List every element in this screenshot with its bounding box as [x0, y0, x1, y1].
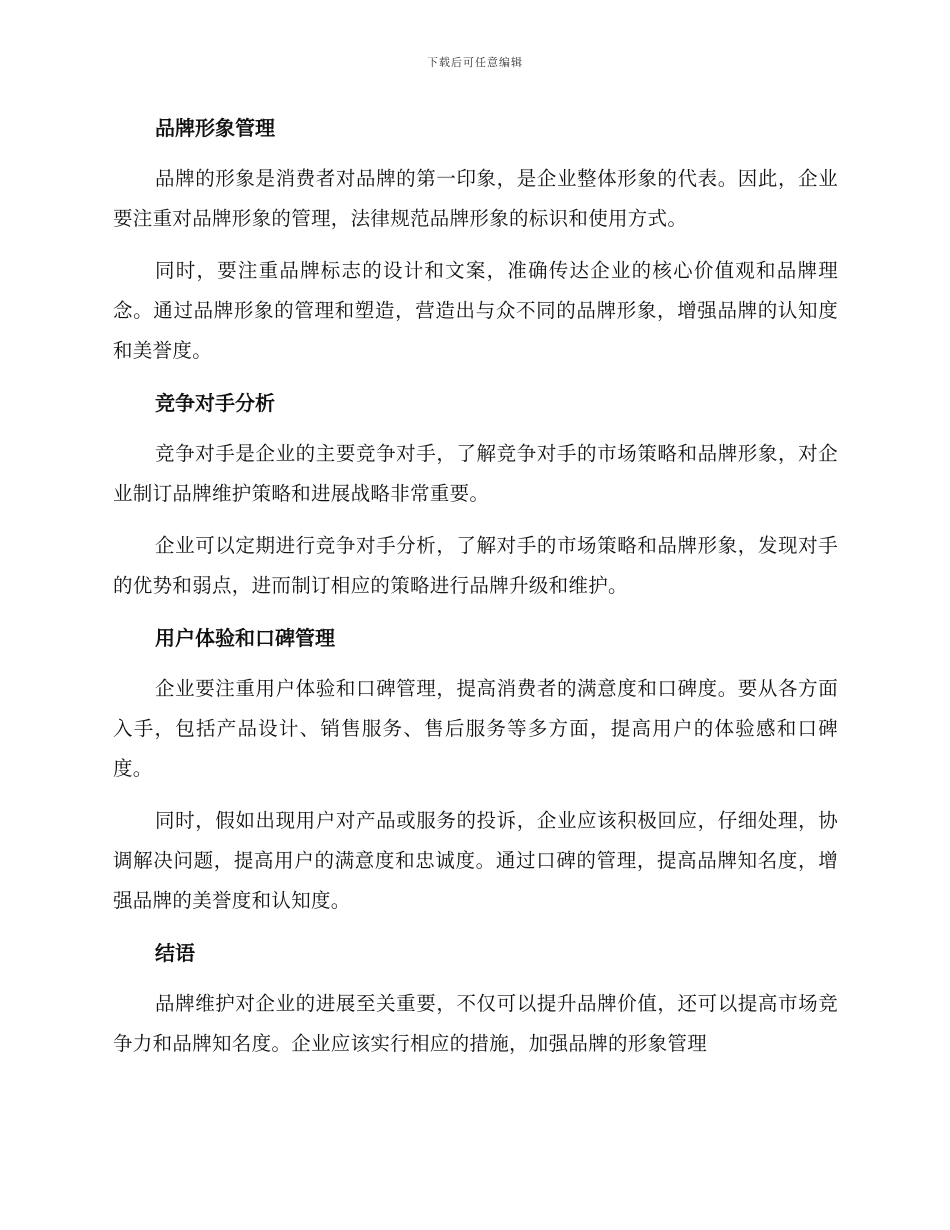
section-heading-conclusion: 结语	[155, 941, 195, 965]
paragraph: 品牌维护对企业的进展至关重要，不仅可以提升品牌价值，还可以提高市场竞争力和品牌知名度。企业应该实行相应的措施，加强品牌的形象管理	[113, 992, 838, 1055]
paragraph: 同时，要注重品牌标志的设计和文案，准确传达企业的核心价值观和品牌理念。通过品牌形象的管理和塑造，营造出与众不同的品牌形象，增强品牌的认知度和美誉度。	[113, 259, 838, 362]
paragraph: 品牌的形象是消费者对品牌的第一印象，是企业整体形象的代表。因此，企业要注重对品牌形象的管理，法律规范品牌形象的标识和使用方式。	[113, 167, 838, 230]
paragraph: 企业要注重用户体验和口碑管理，提高消费者的满意度和口碑度。要从各方面入手，包括产品设计、销售服务、售后服务等多方面，提高用户的体验感和口碑度。	[113, 677, 838, 780]
paragraph: 同时，假如出现用户对产品或服务的投诉，企业应该积极回应，仔细处理，协调解决问题，提高用户的满意度和忠诚度。通过口碑的管理，提高品牌知名度，增强品牌的美誉度和认知度。	[113, 809, 838, 912]
section-heading-user-experience: 用户体验和口碑管理	[155, 626, 335, 650]
section-heading-brand-image: 品牌形象管理	[155, 116, 275, 140]
paragraph: 企业可以定期进行竞争对手分析，了解对手的市场策略和品牌形象，发现对手的优势和弱点，进而制订相应的策略进行品牌升级和维护。	[113, 534, 838, 597]
document-body	[113, 108, 838, 1076]
page-header: 下载后可任意编辑	[427, 56, 523, 69]
paragraph: 竞争对手是企业的主要竞争对手，了解竞争对手的市场策略和品牌形象，对企业制订品牌维护策略和进展战略非常重要。	[113, 442, 838, 505]
section-heading-competitor-analysis: 竞争对手分析	[155, 391, 275, 415]
